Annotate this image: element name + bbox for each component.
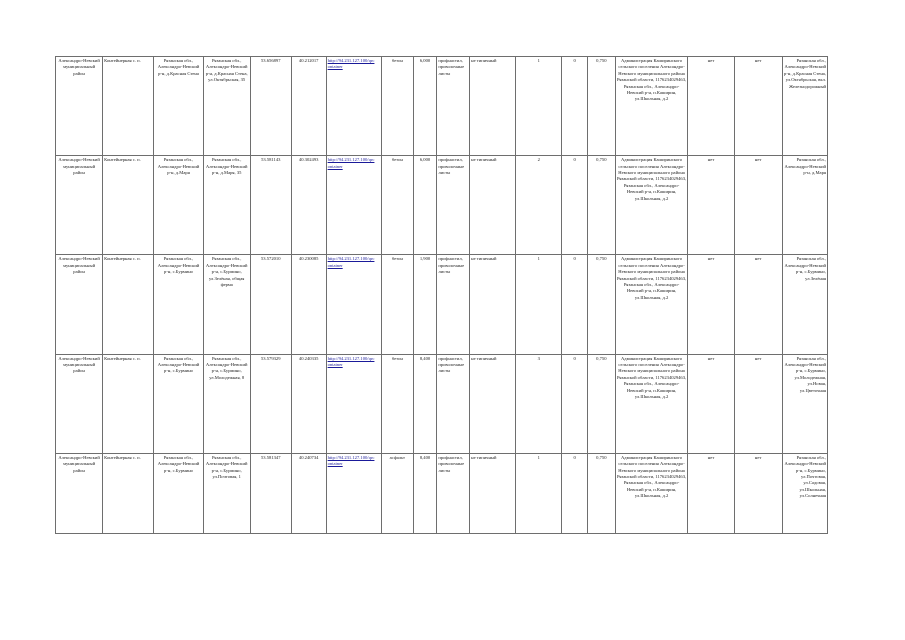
flag-2-cell: нет — [734, 453, 782, 533]
table-row — [56, 354, 828, 453]
longitude-cell: 40.212017 — [291, 57, 326, 156]
map-link[interactable]: http://94.231.127.100/qrc ontainer — [327, 256, 375, 268]
surface-cell: бетон — [381, 255, 413, 354]
type-cell: Контейнерная с. п. — [103, 156, 154, 255]
district-cell: Александро-Невский муниципальный район — [56, 255, 103, 354]
longitude-cell: 40.302493 — [291, 156, 326, 255]
volume-cell: 0,750 — [588, 354, 616, 453]
container-sites-table — [55, 56, 828, 534]
type-cell: Контейнерная с. п. — [103, 354, 154, 453]
table-row — [56, 255, 828, 354]
volume-cell: 0,750 — [588, 57, 616, 156]
surface-cell: бетон — [381, 57, 413, 156]
map-link-cell — [326, 453, 381, 533]
owner-cell: Администрация Каширинского сельского поселения Александро-Невского муниципального района Рязанской области, 1176234029463, Рязанская обл., Александро-Невский р-н, п.Каширин, ул.Школьная, д.2 — [615, 57, 688, 156]
map-link-cell — [326, 57, 381, 156]
district-cell: Александро-Невский муниципальный район — [56, 453, 103, 533]
type-cell: Контейнерная с. п. — [103, 255, 154, 354]
fence-cell: профнастил, проволочные листы — [437, 354, 470, 453]
map-link[interactable]: http://94.231.127.100/qrc ontainer — [327, 355, 375, 368]
area-cell: 6,000 — [413, 156, 437, 255]
area-cell: 1,900 — [413, 255, 437, 354]
table-row — [56, 453, 828, 533]
planned-count-cell: 0 — [562, 57, 588, 156]
served-area-cell: Рязанская обл., Александро-Невский р-н, с.Бурмино, ул.Почтовая, ул.Садовая, ул.Школьная, ул.Солнечная — [782, 453, 827, 533]
table-row — [56, 156, 828, 255]
fence-cell: профнастил, проволочные листы — [437, 57, 470, 156]
latitude-cell: 53.656897 — [250, 57, 291, 156]
district-cell: Александро-Невский муниципальный район — [56, 156, 103, 255]
owner-cell: Администрация Каширинского сельского поселения Александро-Невского муниципального района Рязанской области, 1176234029463, Рязанская обл., Александро-Невский р-н, п.Каширин, ул.Школьная, д.2 — [615, 453, 688, 533]
map-link[interactable]: http://94.231.127.100/qrc ontainer — [327, 454, 375, 467]
surface-cell: бетон — [381, 354, 413, 453]
flag-2-cell: нет — [734, 255, 782, 354]
latitude-cell: 53.579329 — [250, 354, 291, 453]
table-row — [56, 57, 828, 156]
volume-cell: 0,750 — [588, 156, 616, 255]
kind-cell: не типичный — [470, 57, 516, 156]
planned-count-cell: 0 — [562, 354, 588, 453]
kind-cell: не типичный — [470, 156, 516, 255]
address-cell: Рязанская обл., Александро-Невский р-н, с.Бурмино, ул.Молодежная, 8 — [203, 354, 250, 453]
map-link-cell — [326, 156, 381, 255]
kind-cell: не типичный — [470, 255, 516, 354]
locality-cell: Рязанская обл., Александро-Невский р-н, д.Маря — [154, 156, 203, 255]
fence-cell: профнастил, проволочные листы — [437, 156, 470, 255]
address-cell: Рязанская обл., Александро-Невский р-н, д.Маря, 35 — [203, 156, 250, 255]
fence-cell: профнастил, проволочные листы — [437, 255, 470, 354]
flag-1-cell: нет — [688, 453, 734, 533]
locality-cell: Рязанская обл., Александро-Невский р-н, д.Красная Стена — [154, 57, 203, 156]
latitude-cell: 53.572010 — [250, 255, 291, 354]
kind-cell: не типичный — [470, 354, 516, 453]
surface-cell: бетон — [381, 156, 413, 255]
map-link[interactable]: http://94.231.127.100/qrc ontainer — [327, 58, 375, 70]
flag-2-cell: нет — [734, 57, 782, 156]
longitude-cell: 40.230085 — [291, 255, 326, 354]
owner-cell: Администрация Каширинского сельского поселения Александро-Невского муниципального района Рязанской области, 1176234029463, Рязанская обл., Александро-Невский р-н, п.Каширин, ул.Школьная, д.2 — [615, 156, 688, 255]
map-link-cell — [326, 354, 381, 453]
area-cell: 8,400 — [413, 453, 437, 533]
container-count-cell: 1 — [516, 453, 562, 533]
longitude-cell: 40.240734 — [291, 453, 326, 533]
served-area-cell: Рязанская обл., Александро-Невский р-н, с.Бурмино, ул.Молодежная, ул.Новая, ул.Цветочная — [782, 354, 827, 453]
served-area-cell: Рязанская обл., Александро-Невский р-н, д.Маря — [782, 156, 827, 255]
flag-2-cell: нет — [734, 354, 782, 453]
map-link[interactable]: http://94.231.127.100/qrc ontainer — [327, 157, 375, 169]
district-cell: Александро-Невский муниципальный район — [56, 57, 103, 156]
flag-1-cell: нет — [688, 156, 734, 255]
longitude-cell: 40.240335 — [291, 354, 326, 453]
owner-cell: Администрация Каширинского сельского поселения Александро-Невского муниципального района Рязанской области, 1176234029463, Рязанская обл., Александро-Невский р-н, п.Каширин, ул.Школьная, д.2 — [615, 255, 688, 354]
container-count-cell: 1 — [516, 57, 562, 156]
planned-count-cell: 0 — [562, 453, 588, 533]
kind-cell: не типичный — [470, 453, 516, 533]
flag-1-cell: нет — [688, 57, 734, 156]
volume-cell: 0,750 — [588, 255, 616, 354]
area-cell: 6,000 — [413, 57, 437, 156]
flag-2-cell: нет — [734, 156, 782, 255]
locality-cell: Рязанская обл., Александро-Невский р-н, с.Бурмино — [154, 354, 203, 453]
container-count-cell: 1 — [516, 255, 562, 354]
locality-cell: Рязанская обл., Александро-Невский р-н, с.Бурмино — [154, 255, 203, 354]
fence-cell: профнастил, проволочные листы — [437, 453, 470, 533]
latitude-cell: 53.581347 — [250, 453, 291, 533]
address-cell: Рязанская обл., Александро-Невский р-н, д.Красная Стена, ул.Октябрьская, 35 — [203, 57, 250, 156]
address-cell: Рязанская обл., Александро-Невский р-н, с.Бурмино, ул.Зелёная, общая ферма — [203, 255, 250, 354]
container-count-cell: 3 — [516, 354, 562, 453]
address-cell: Рязанская обл., Александро-Невский р-н, с.Бурмино, ул.Почтовая, 1 — [203, 453, 250, 533]
owner-cell: Администрация Каширинского сельского поселения Александро-Невского муниципального района Рязанской области, 1176234029463, Рязанская обл., Александро-Невский р-н, п.Каширин, ул.Школьная, д.2 — [615, 354, 688, 453]
volume-cell: 0,750 — [588, 453, 616, 533]
district-cell: Александро-Невский муниципальный район — [56, 354, 103, 453]
latitude-cell: 53.581143 — [250, 156, 291, 255]
served-area-cell: Рязанская обл., Александро-Невский р-н, д.Красная Стена, ул.Октябрьская, вкл. Железнодорожный — [782, 57, 827, 156]
surface-cell: асфальт — [381, 453, 413, 533]
type-cell: Контейнерная с. п. — [103, 453, 154, 533]
map-link-cell — [326, 255, 381, 354]
flag-1-cell: нет — [688, 354, 734, 453]
container-count-cell: 2 — [516, 156, 562, 255]
planned-count-cell: 0 — [562, 156, 588, 255]
served-area-cell: Рязанская обл., Александро-Невский р-н, с.Бурмино, ул.Зелёная — [782, 255, 827, 354]
area-cell: 8,400 — [413, 354, 437, 453]
flag-1-cell: нет — [688, 255, 734, 354]
type-cell: Контейнерная с. п. — [103, 57, 154, 156]
locality-cell: Рязанская обл., Александро-Невский р-н, с.Бурмино — [154, 453, 203, 533]
planned-count-cell: 0 — [562, 255, 588, 354]
